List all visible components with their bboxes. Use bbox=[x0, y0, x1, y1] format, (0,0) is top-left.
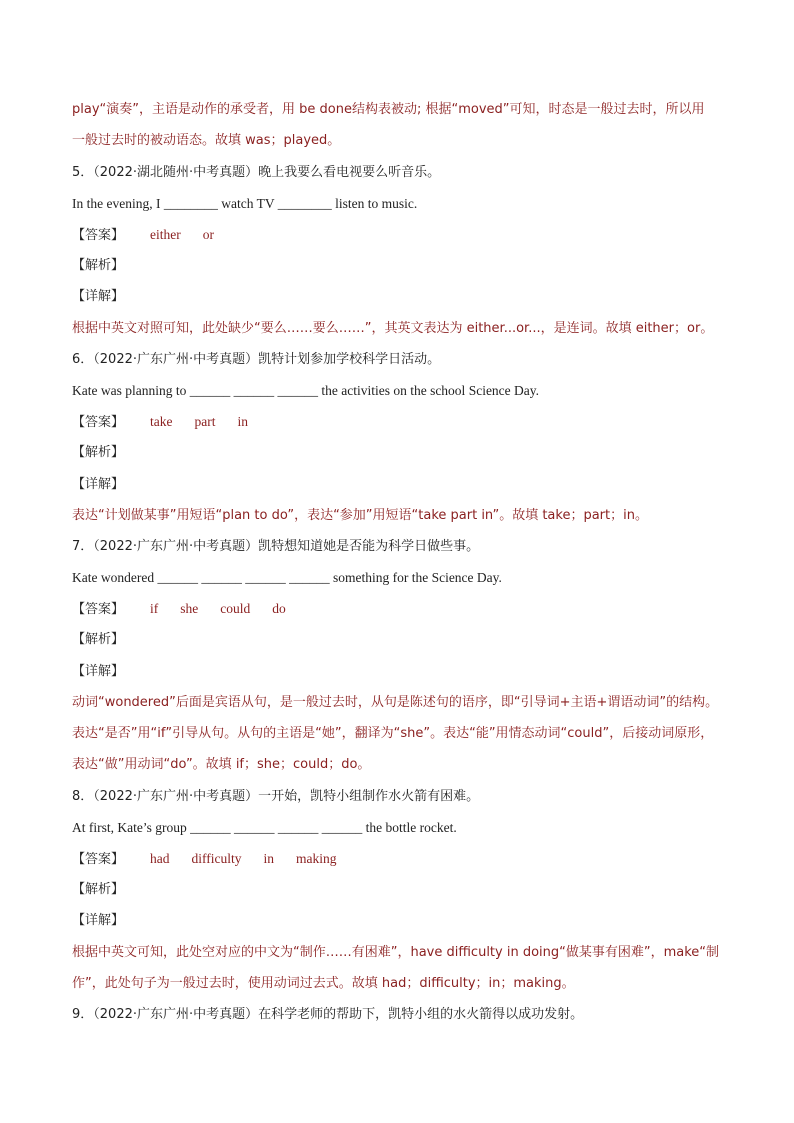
question-number: 6． bbox=[72, 352, 94, 367]
question-8-detail-label: 【详解】 bbox=[72, 913, 125, 928]
question-7-detail-line-3: 表达“做”用动词“do”。故填 if；she；could；do。 bbox=[72, 757, 371, 772]
question-8-analysis-label: 【解析】 bbox=[72, 882, 125, 897]
answer-word: difficulty bbox=[191, 851, 242, 866]
question-6-title bbox=[72, 350, 440, 370]
question-7-english: Kate wondered ______ ______ ______ ______ something for the Science Day. bbox=[72, 570, 502, 585]
question-8-title bbox=[72, 787, 479, 807]
question-7-detail-line-1: 动词“wondered”后面是宾语从句，是一般过去时，从句是陈述句的语序，即“引导词+主语+谓语动词”的结构。 bbox=[72, 695, 719, 710]
question-7-title bbox=[72, 537, 479, 557]
question-number: 5． bbox=[72, 165, 94, 180]
answer-word: making bbox=[296, 851, 337, 866]
answer-word: she bbox=[180, 601, 199, 616]
question-number: 7． bbox=[72, 539, 94, 554]
question-source: （2022·广东广州·中考真题）在科学老师的帮助下，凯特小组的水火箭得以成功发射。 bbox=[93, 1007, 584, 1022]
question-6-answer bbox=[72, 412, 248, 433]
answer-label: 【答案】 bbox=[72, 852, 125, 867]
question-6-english: Kate was planning to ______ ______ ______ the activities on the school Science Day. bbox=[72, 383, 540, 398]
answer-label: 【答案】 bbox=[72, 602, 125, 617]
answer-word: had bbox=[150, 851, 170, 866]
question-number: 8． bbox=[72, 789, 94, 804]
question-7-detail-line-2: 表达“是否”用“if”引导从句。从句的主语是“她”，翻译为“she”。表达“能”用情态动词“could”，后接动词原形， bbox=[72, 726, 714, 741]
answer-word: in bbox=[237, 414, 249, 429]
question-5-answer bbox=[72, 225, 214, 246]
answer-word: take bbox=[150, 414, 173, 429]
question-7-answer bbox=[72, 599, 286, 620]
question-7-analysis-label: 【解析】 bbox=[72, 632, 125, 647]
answer-word: or bbox=[202, 227, 214, 242]
question-7-detail-label: 【详解】 bbox=[72, 664, 125, 679]
question-6-detail-line-1: 表达“计划做某事”用短语“plan to do”，表达“参加”用短语“take part in”。故填 take；part；in。 bbox=[72, 508, 648, 523]
question-source: （2022·广东广州·中考真题）一开始，凯特小组制作水火箭有困难。 bbox=[93, 789, 480, 804]
answer-label: 【答案】 bbox=[72, 415, 125, 430]
question-5-detail-label: 【详解】 bbox=[72, 289, 125, 304]
question-source: （2022·广东广州·中考真题）凯特想知道她是否能为科学日做些事。 bbox=[93, 539, 480, 554]
question-number: 9． bbox=[72, 1007, 94, 1022]
answer-word: could bbox=[220, 601, 251, 616]
question-8-answer bbox=[72, 849, 337, 870]
answer-word: do bbox=[272, 601, 286, 616]
answer-word: in bbox=[263, 851, 275, 866]
continuation-line-2: 一般过去时的被动语态。故填 was；played。 bbox=[72, 133, 341, 148]
question-5-analysis-label: 【解析】 bbox=[72, 258, 125, 273]
answer-word: part bbox=[194, 414, 216, 429]
answer-word: either bbox=[150, 227, 181, 242]
question-5-english: In the evening, I ________ watch TV ________ listen to music. bbox=[72, 196, 418, 211]
question-5-detail-line-1: 根据中英文对照可知，此处缺少“要么……要么……”，其英文表达为 either...or...，是连词。故填 either；or。 bbox=[72, 321, 714, 336]
question-source: （2022·广东广州·中考真题）凯特计划参加学校科学日活动。 bbox=[93, 352, 441, 367]
question-source: （2022·湖北随州·中考真题）晚上我要么看电视要么听音乐。 bbox=[93, 165, 441, 180]
continuation-line-1: play“演奏”，主语是动作的承受者，用 be done结构表被动; 根据“moved”可知，时态是一般过去时，所以用 bbox=[72, 102, 705, 117]
question-8-detail-line-1: 根据中英文可知，此处空对应的中文为“制作……有困难”，have difficulty in doing“做某事有困难”，make“制 bbox=[72, 945, 720, 960]
question-8-detail-line-2: 作”，此处句子为一般过去时，使用动词过去式。故填 had；difficulty；in；making。 bbox=[72, 976, 575, 991]
answer-label: 【答案】 bbox=[72, 228, 125, 243]
question-6-analysis-label: 【解析】 bbox=[72, 445, 125, 460]
question-9-title bbox=[72, 1005, 583, 1025]
answer-word: if bbox=[150, 601, 159, 616]
question-8-english: At first, Kate’s group ______ ______ ______ ______ the bottle rocket. bbox=[72, 820, 457, 835]
question-5-title bbox=[72, 163, 440, 183]
question-6-detail-label: 【详解】 bbox=[72, 477, 125, 492]
